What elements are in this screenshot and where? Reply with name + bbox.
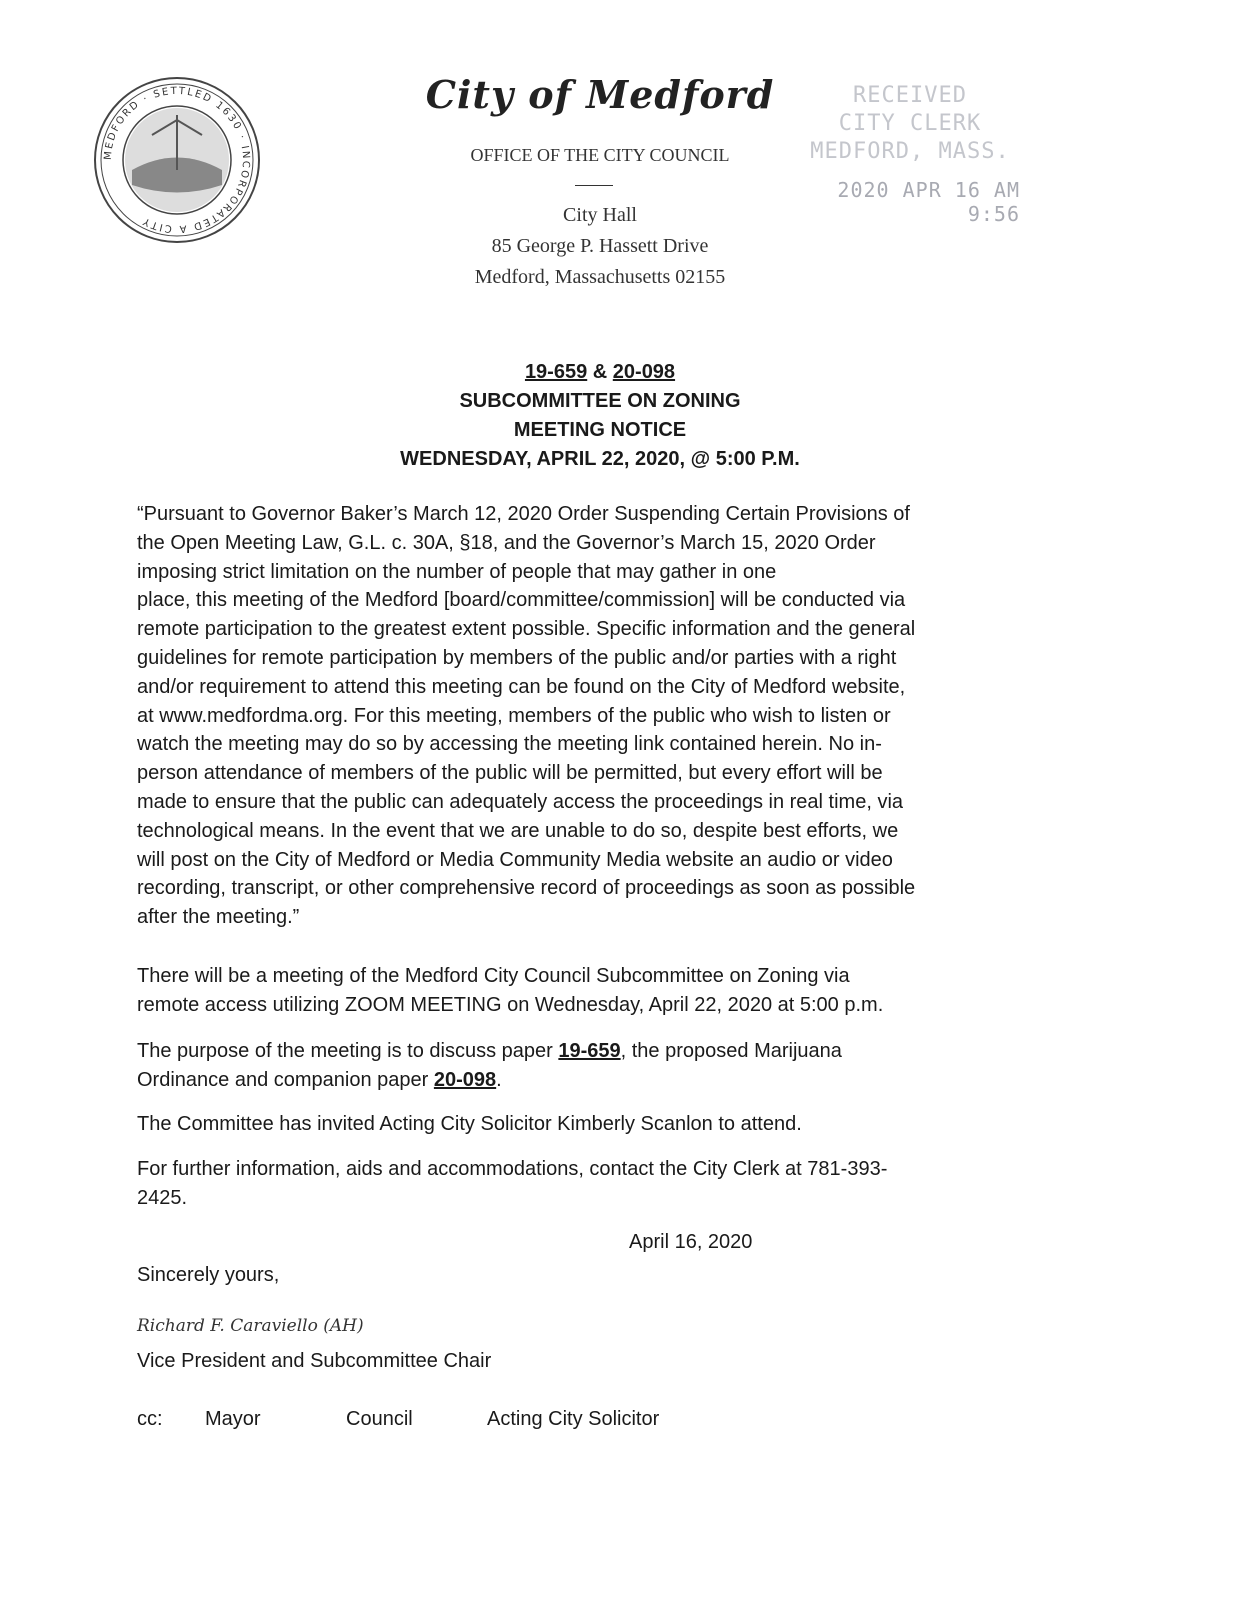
stamp-line: MEDFORD, MASS. xyxy=(810,139,1010,164)
text-line: guidelines for remote participation by members of the public and/or parties with a right xyxy=(137,646,897,669)
meeting-datetime: WEDNESDAY, APRIL 22, 2020, @ 5:00 P.M. xyxy=(400,448,800,470)
text: The purpose of the meeting is to discuss paper xyxy=(137,1040,559,1062)
text-line: person attendance of members of the public will be permitted, but every effort will be xyxy=(137,762,883,785)
paper-number: 19-659 xyxy=(524,361,588,383)
text-line: made to ensure that the public can adequately access the proceedings in real time, via xyxy=(137,790,904,813)
text-line: after the meeting.” xyxy=(137,906,300,929)
notice-title: MEETING NOTICE xyxy=(513,419,687,441)
paper-link: 19-659 xyxy=(558,1040,621,1062)
text-line: at www.medfordma.org. For this meeting, members of the public who wish to listen or xyxy=(137,704,891,727)
received-stamp xyxy=(780,82,1040,166)
notice-heading xyxy=(300,358,900,474)
text-line: technological means. In the event that we are unable to do so, despite best efforts, we xyxy=(137,819,899,842)
svg-text:MEDFORD · SETTLED 1630 · INCOR: MEDFORD · SETTLED 1630 · INCORPORATED A CITY xyxy=(102,85,252,235)
paper-link: 20-098 xyxy=(433,1068,497,1091)
stamp-datetime: 2020 APR 16 AM 9:56 xyxy=(837,178,1020,226)
city-title: City of Medford xyxy=(425,72,775,117)
text-line: imposing strict limitation on the number of people that may gather in one xyxy=(137,560,777,583)
invite-paragraph: The Committee has invited Acting City Solicitor Kimberly Scanlon to attend. xyxy=(137,1113,802,1135)
remote-notice-paragraph xyxy=(137,500,1087,932)
text: . xyxy=(496,1068,502,1091)
text-line: watch the meeting may do so by accessing the meeting link contained herein. No in- xyxy=(137,733,882,756)
text-line: remote participation to the greatest extent possible. Specific information and the general xyxy=(137,618,916,641)
divider xyxy=(575,185,613,186)
salutation: Sincerely yours, xyxy=(137,1264,280,1286)
text-line: 2425. xyxy=(137,1186,188,1209)
text-line: the Open Meeting Law, G.L. c. 30A, §18, and the Governor’s March 15, 2020 Order xyxy=(137,531,876,554)
text-line: recording, transcript, or other comprehensive record of proceedings as soon as possible xyxy=(137,877,916,900)
cc-label: cc: xyxy=(137,1408,163,1430)
text: Ordinance and companion paper xyxy=(137,1068,434,1091)
office-name: OFFICE OF THE CITY COUNCIL xyxy=(470,145,730,165)
committee-name: SUBCOMMITTEE ON ZONING xyxy=(459,390,741,412)
stamp-line: CITY CLERK xyxy=(838,111,982,136)
paper-number: 20-098 xyxy=(612,361,676,383)
cc-recipient: Acting City Solicitor xyxy=(487,1408,660,1430)
meeting-paragraph xyxy=(137,962,1087,1020)
letter-date: April 16, 2020 xyxy=(629,1231,753,1253)
text-line: remote access utilizing ZOOM MEETING on Wednesday, April 22, 2020 at 5:00 p.m. xyxy=(137,993,884,1016)
text-line: place, this meeting of the Medford [board/committee/commission] will be conducted via xyxy=(137,589,906,612)
text: , the proposed Marijuana xyxy=(620,1040,842,1062)
text-line: will post on the City of Medford or Media Community Media website an audio or video xyxy=(137,848,893,871)
text-line: For further information, aids and accommodations, contact the City Clerk at 781-393- xyxy=(137,1158,888,1180)
address-line: Medford, Massachusetts 02155 xyxy=(474,266,726,288)
cc-recipient: Council xyxy=(346,1408,413,1430)
city-seal xyxy=(92,75,262,245)
cc-recipient: Mayor xyxy=(205,1408,261,1430)
contact-paragraph xyxy=(137,1155,1087,1213)
text-line: There will be a meeting of the Medford City Council Subcommittee on Zoning via xyxy=(137,965,850,987)
text-line: “Pursuant to Governor Baker’s March 12, 2020 Order Suspending Certain Provisions of xyxy=(137,503,910,525)
amp: & xyxy=(587,361,613,383)
text-line: and/or requirement to attend this meeting can be found on the City of Medford website, xyxy=(137,675,906,698)
signer-title: Vice President and Subcommittee Chair xyxy=(137,1350,492,1372)
purpose-paragraph xyxy=(137,1037,1087,1095)
address xyxy=(380,200,820,293)
address-line: 85 George P. Hassett Drive xyxy=(491,235,709,257)
address-line: City Hall xyxy=(563,204,637,226)
signature: Richard F. Caraviello (AH) xyxy=(137,1316,364,1336)
stamp-line: RECEIVED xyxy=(853,83,967,108)
